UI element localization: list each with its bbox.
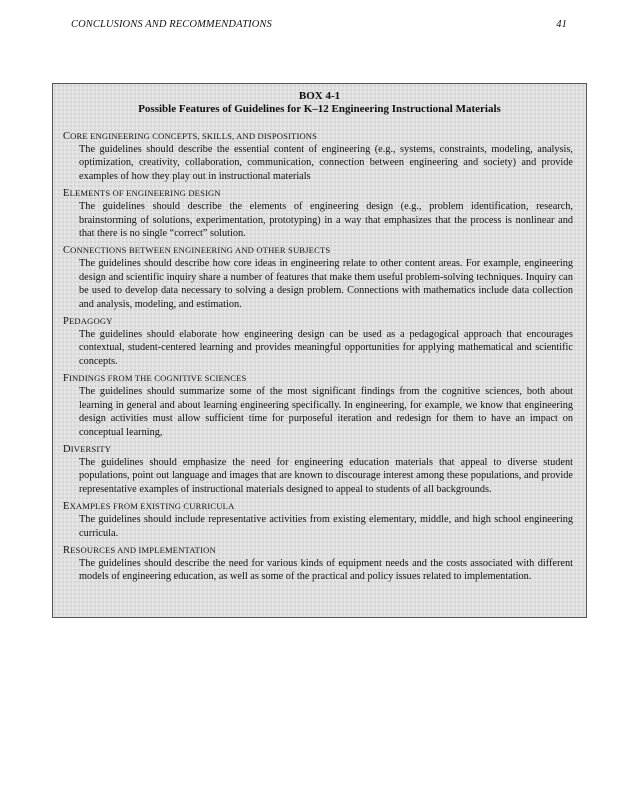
section-body: The guidelines should describe the need for various kinds of equipment needs and the costs associated with different models of engineering education, as well as some of the practical and policy issues related to implementation. bbox=[79, 557, 573, 583]
section-body: The guidelines should emphasize the need for engineering education materials that appeal to diverse student populations, point out language and images that are known to discourage interest among these populations, and provide representative examples of instructional materials designed to appeal to students of all backgrounds. bbox=[79, 456, 573, 495]
section-heading: FINDINGS FROM THE COGNITIVE SCIENCES bbox=[63, 373, 247, 385]
section-heading: EXAMPLES FROM EXISTING CURRICULA bbox=[63, 501, 235, 513]
section-heading: CONNECTIONS BETWEEN ENGINEERING AND OTHER SUBJECTS bbox=[63, 245, 331, 257]
page-number: 41 bbox=[556, 19, 567, 30]
section-heading: RESOURCES AND IMPLEMENTATION bbox=[63, 544, 216, 556]
section-elements-of-engineering-design bbox=[63, 187, 576, 240]
section-body: The guidelines should include representative activities from existing elementary, middle, and high school engineering curricula. bbox=[79, 514, 573, 539]
section-body: The guidelines should describe how core ideas in engineering relate to other content areas. For example, engineering design and scientific inquiry share a number of features that make them useful problem-solving techniques. Inquiry can be used to develop data necessary to solving a design problem. Connections with mathematics include data collection and analysis, modeling, and estimation. bbox=[79, 258, 573, 310]
section-body: The guidelines should summarize some of the most significant findings from the cognitive sciences, both about learning in general and about learning engineering specifically. In engineering, for example, we know that engineering design activities must allow sufficient time for purposeful iteration and redesign for them to have an impact on conceptual learning, bbox=[79, 386, 573, 438]
section-resources-implementation bbox=[63, 544, 576, 584]
section-pedagogy bbox=[63, 315, 576, 368]
section-core-engineering-concepts bbox=[63, 130, 576, 183]
section-heading: DIVERSITY bbox=[63, 443, 112, 455]
running-head bbox=[71, 19, 571, 33]
section-body: The guidelines should describe the essential content of engineering (e.g., systems, constraints, modeling, analysis, optimization, creativity, collaboration, communication, connection between engineering and society) and provide examples of how they play out in instructional materials bbox=[79, 144, 573, 182]
box-4-1 bbox=[52, 83, 587, 618]
box-number: BOX 4-1 bbox=[298, 90, 341, 102]
section-cognitive-sciences bbox=[63, 372, 576, 439]
section-existing-curricula bbox=[63, 500, 576, 540]
section-diversity bbox=[63, 443, 576, 496]
section-heading: PEDAGOGY bbox=[63, 316, 113, 328]
section-heading: ELEMENTS OF ENGINEERING DESIGN bbox=[63, 188, 221, 200]
section-connections-other-subjects bbox=[63, 244, 576, 311]
running-title: CONCLUSIONS AND RECOMMENDATIONS bbox=[71, 19, 272, 30]
section-body: The guidelines should describe the elements of engineering design (e.g., problem identification, research, brainstorming of solutions, experimentation, prototyping) in a way that emphasizes that the process is nonlinear and that there is no single “correct” solution. bbox=[79, 201, 573, 240]
section-body: The guidelines should elaborate how engineering design can be used as a pedagogical approach that encourages contextual, student-centered learning and provides meaningful opportunities for applying mathematical and scientific concepts. bbox=[79, 329, 573, 367]
box-title: Possible Features of Guidelines for K–12 Engineering Instructional Materials bbox=[138, 103, 501, 115]
section-heading: CORE ENGINEERING CONCEPTS, SKILLS, AND DISPOSITIONS bbox=[63, 131, 318, 142]
